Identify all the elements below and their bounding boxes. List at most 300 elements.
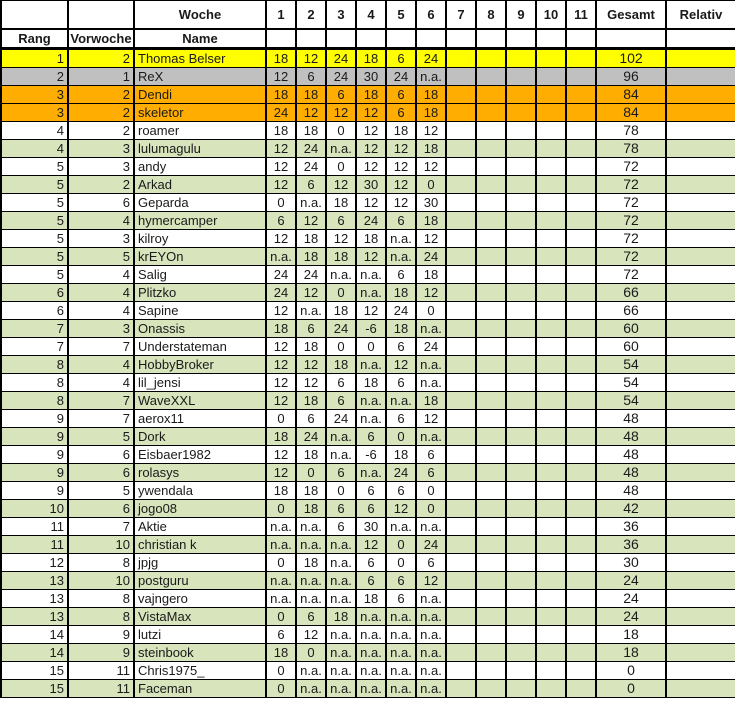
week-cell: 18 (416, 391, 446, 409)
relativ-header: Relativ (666, 1, 735, 29)
week-cell (566, 661, 596, 679)
week-cell: 0 (386, 535, 416, 553)
week-cell (566, 643, 596, 661)
week-cell: n.a. (386, 517, 416, 535)
week-cell (536, 283, 566, 301)
week-cell (566, 265, 596, 283)
week-cell: n.a. (356, 265, 386, 283)
week-cell (476, 103, 506, 121)
week-cell: n.a. (416, 517, 446, 535)
week-cell (536, 679, 566, 697)
week-cell: n.a. (296, 193, 326, 211)
week-cell: 0 (266, 661, 296, 679)
header-empty-cell (536, 29, 566, 49)
vorwoche-cell: 3 (68, 157, 134, 175)
week-cell: n.a. (356, 607, 386, 625)
week-cell: 12 (416, 283, 446, 301)
week-cell: 24 (416, 337, 446, 355)
week-cell: 12 (356, 103, 386, 121)
vorwoche-cell: 10 (68, 535, 134, 553)
name-cell: Dendi (134, 85, 266, 103)
week-cell (446, 643, 476, 661)
week-cell (506, 175, 536, 193)
week-cell (506, 103, 536, 121)
relativ-cell (666, 211, 735, 229)
rang-cell: 9 (1, 445, 68, 463)
week-cell (566, 679, 596, 697)
week-cell: 6 (266, 625, 296, 643)
name-cell: rolasys (134, 463, 266, 481)
table-row (1, 229, 735, 247)
week-cell: n.a. (416, 67, 446, 85)
week-cell (476, 373, 506, 391)
relativ-cell (666, 463, 735, 481)
table-row (1, 679, 735, 697)
relativ-cell (666, 571, 735, 589)
rang-cell: 13 (1, 607, 68, 625)
week-cell (506, 85, 536, 103)
gesamt-cell: 24 (596, 571, 666, 589)
week-cell (566, 571, 596, 589)
week-cell (446, 337, 476, 355)
week-1-header: 1 (266, 1, 296, 29)
vorwoche-cell: 4 (68, 355, 134, 373)
week-cell (536, 319, 566, 337)
week-cell (536, 157, 566, 175)
rang-cell: 11 (1, 517, 68, 535)
week-cell (566, 409, 596, 427)
week-cell: n.a. (266, 517, 296, 535)
vorwoche-cell: 11 (68, 679, 134, 697)
week-cell (536, 643, 566, 661)
week-cell: 24 (296, 265, 326, 283)
week-cell: 0 (416, 301, 446, 319)
rang-cell: 2 (1, 67, 68, 85)
header-empty-cell (476, 29, 506, 49)
week-cell: n.a. (356, 391, 386, 409)
week-cell (536, 355, 566, 373)
week-cell: 6 (386, 589, 416, 607)
week-cell: n.a. (416, 679, 446, 697)
week-cell (566, 445, 596, 463)
week-cell (446, 103, 476, 121)
week-cell (446, 535, 476, 553)
week-cell: 18 (296, 481, 326, 499)
relativ-cell (666, 553, 735, 571)
week-cell (536, 67, 566, 85)
table-row (1, 337, 735, 355)
week-cell (476, 85, 506, 103)
week-cell (446, 48, 476, 67)
week-cell (536, 571, 566, 589)
name-cell: jpjg (134, 553, 266, 571)
rang-cell: 14 (1, 643, 68, 661)
rang-cell: 13 (1, 571, 68, 589)
week-cell: 18 (416, 265, 446, 283)
week-cell (536, 553, 566, 571)
relativ-cell (666, 589, 735, 607)
week-cell (536, 48, 566, 67)
rang-cell: 5 (1, 211, 68, 229)
week-cell: n.a. (326, 445, 356, 463)
gesamt-cell: 54 (596, 373, 666, 391)
gesamt-cell: 72 (596, 265, 666, 283)
week-cell: 24 (296, 139, 326, 157)
week-cell: 12 (296, 283, 326, 301)
gesamt-cell: 54 (596, 391, 666, 409)
week-cell: 12 (416, 409, 446, 427)
relativ-cell (666, 85, 735, 103)
gesamt-cell: 60 (596, 337, 666, 355)
relativ-cell (666, 373, 735, 391)
week-cell: n.a. (326, 643, 356, 661)
week-cell: n.a. (296, 517, 326, 535)
week-cell: 24 (326, 409, 356, 427)
week-cell: 12 (266, 391, 296, 409)
name-cell: WaveXXL (134, 391, 266, 409)
table-row (1, 535, 735, 553)
week-cell: 6 (266, 211, 296, 229)
week-cell: 12 (326, 229, 356, 247)
week-cell: 18 (416, 85, 446, 103)
week-cell: 18 (266, 481, 296, 499)
week-cell: n.a. (296, 571, 326, 589)
week-cell (446, 553, 476, 571)
week-cell: 24 (266, 103, 296, 121)
week-cell (566, 301, 596, 319)
header-empty-cell (326, 29, 356, 49)
week-cell: n.a. (416, 643, 446, 661)
week-cell: n.a. (386, 643, 416, 661)
week-cell: 0 (356, 337, 386, 355)
week-cell: 0 (326, 337, 356, 355)
week-cell (536, 499, 566, 517)
rang-cell: 5 (1, 175, 68, 193)
week-cell (566, 337, 596, 355)
week-cell (446, 355, 476, 373)
week-cell (446, 391, 476, 409)
relativ-cell (666, 625, 735, 643)
week-cell: 18 (266, 121, 296, 139)
week-cell: n.a. (416, 607, 446, 625)
week-cell: 0 (266, 553, 296, 571)
gesamt-cell: 18 (596, 643, 666, 661)
vorwoche-cell: 4 (68, 301, 134, 319)
week-cell: 24 (266, 283, 296, 301)
week-cell: 6 (326, 211, 356, 229)
week-9-header: 9 (506, 1, 536, 29)
week-cell: 12 (416, 157, 446, 175)
week-cell (566, 157, 596, 175)
week-cell: 6 (326, 499, 356, 517)
vorwoche-cell: 7 (68, 391, 134, 409)
gesamt-header: Gesamt (596, 1, 666, 29)
week-cell (446, 211, 476, 229)
rang-cell: 6 (1, 301, 68, 319)
week-cell (476, 229, 506, 247)
week-cell: 18 (296, 229, 326, 247)
week-cell (506, 517, 536, 535)
week-cell (446, 571, 476, 589)
week-cell: n.a. (386, 661, 416, 679)
week-cell: 6 (386, 409, 416, 427)
table-row (1, 103, 735, 121)
week-cell: 12 (386, 499, 416, 517)
week-cell: 6 (416, 553, 446, 571)
week-8-header: 8 (476, 1, 506, 29)
week-cell (446, 409, 476, 427)
week-2-header: 2 (296, 1, 326, 29)
week-cell (476, 481, 506, 499)
week-cell: 0 (416, 175, 446, 193)
name-cell: krEYOn (134, 247, 266, 265)
vorwoche-cell: 9 (68, 625, 134, 643)
week-cell (506, 283, 536, 301)
week-cell (476, 283, 506, 301)
gesamt-cell: 84 (596, 85, 666, 103)
week-cell (566, 463, 596, 481)
name-cell: Thomas Belser (134, 48, 266, 67)
relativ-cell (666, 301, 735, 319)
week-cell (476, 589, 506, 607)
week-cell: 0 (266, 679, 296, 697)
week-cell: -6 (356, 445, 386, 463)
week-cell: n.a. (386, 391, 416, 409)
week-cell: 6 (386, 373, 416, 391)
week-cell: 6 (416, 463, 446, 481)
name-cell: Eisbaer1982 (134, 445, 266, 463)
week-cell (446, 607, 476, 625)
gesamt-cell: 36 (596, 535, 666, 553)
week-cell: 30 (356, 67, 386, 85)
week-cell (446, 373, 476, 391)
week-cell: 12 (266, 301, 296, 319)
vorwoche-cell: 10 (68, 571, 134, 589)
week-cell (566, 211, 596, 229)
week-cell (506, 373, 536, 391)
week-cell: 12 (296, 48, 326, 67)
week-cell: n.a. (296, 661, 326, 679)
gesamt-cell: 72 (596, 157, 666, 175)
week-cell: 18 (296, 121, 326, 139)
week-cell: 6 (326, 517, 356, 535)
name-cell: aerox11 (134, 409, 266, 427)
name-cell: Salig (134, 265, 266, 283)
week-cell (476, 265, 506, 283)
week-cell (476, 67, 506, 85)
week-cell (536, 301, 566, 319)
week-cell (506, 301, 536, 319)
week-cell (566, 517, 596, 535)
week-cell (476, 661, 506, 679)
gesamt-cell: 48 (596, 427, 666, 445)
week-cell: 12 (356, 535, 386, 553)
week-cell (506, 139, 536, 157)
week-cell: 12 (326, 103, 356, 121)
week-cell (566, 229, 596, 247)
rang-cell: 11 (1, 535, 68, 553)
gesamt-cell: 72 (596, 229, 666, 247)
header-row-labels (1, 29, 735, 49)
week-cell: 0 (266, 499, 296, 517)
rang-cell: 9 (1, 481, 68, 499)
week-cell (536, 409, 566, 427)
week-cell: 18 (266, 643, 296, 661)
week-cell: 12 (266, 67, 296, 85)
week-cell: 0 (266, 409, 296, 427)
rang-cell: 10 (1, 499, 68, 517)
week-cell (536, 607, 566, 625)
name-cell: Faceman (134, 679, 266, 697)
week-cell: 12 (296, 373, 326, 391)
week-cell: 12 (356, 193, 386, 211)
header-empty-cell (356, 29, 386, 49)
relativ-cell (666, 481, 735, 499)
week-11-header: 11 (566, 1, 596, 29)
vorwoche-cell: 2 (68, 121, 134, 139)
week-cell: 6 (416, 445, 446, 463)
relativ-cell (666, 193, 735, 211)
table-row (1, 193, 735, 211)
week-cell: 30 (356, 175, 386, 193)
week-cell (506, 337, 536, 355)
week-cell: n.a. (266, 247, 296, 265)
woche-header: Woche (134, 1, 266, 29)
gesamt-cell: 72 (596, 211, 666, 229)
week-cell: 18 (356, 229, 386, 247)
week-cell: n.a. (266, 535, 296, 553)
week-cell (446, 301, 476, 319)
week-cell: 0 (386, 553, 416, 571)
week-cell: 18 (326, 247, 356, 265)
name-cell: andy (134, 157, 266, 175)
week-cell (536, 85, 566, 103)
table-row (1, 643, 735, 661)
week-cell: 6 (386, 48, 416, 67)
relativ-cell (666, 661, 735, 679)
week-cell (536, 445, 566, 463)
week-cell: 24 (416, 535, 446, 553)
vorwoche-cell: 3 (68, 139, 134, 157)
rang-cell: 8 (1, 391, 68, 409)
table-row (1, 301, 735, 319)
week-cell: 12 (386, 193, 416, 211)
week-cell (476, 157, 506, 175)
week-cell: n.a. (296, 301, 326, 319)
week-cell: 18 (416, 211, 446, 229)
week-cell: n.a. (416, 373, 446, 391)
week-cell (536, 391, 566, 409)
relativ-cell (666, 139, 735, 157)
relativ-cell (666, 355, 735, 373)
week-cell: 18 (296, 391, 326, 409)
week-cell (446, 121, 476, 139)
gesamt-cell: 84 (596, 103, 666, 121)
week-cell (536, 373, 566, 391)
week-cell: 6 (296, 607, 326, 625)
gesamt-cell: 48 (596, 409, 666, 427)
vorwoche-cell: 4 (68, 265, 134, 283)
week-cell (506, 355, 536, 373)
week-cell (566, 589, 596, 607)
header-empty-cell (296, 29, 326, 49)
week-cell: n.a. (416, 355, 446, 373)
vorwoche-cell: 4 (68, 283, 134, 301)
header-empty-cell (666, 29, 735, 49)
week-cell: 24 (326, 67, 356, 85)
table-row (1, 67, 735, 85)
week-cell: 18 (356, 48, 386, 67)
rang-cell: 5 (1, 265, 68, 283)
rang-cell: 12 (1, 553, 68, 571)
week-cell (446, 283, 476, 301)
name-cell: lil_jensi (134, 373, 266, 391)
gesamt-cell: 66 (596, 301, 666, 319)
week-cell: n.a. (326, 553, 356, 571)
gesamt-cell: 48 (596, 463, 666, 481)
week-cell: 18 (386, 121, 416, 139)
week-cell: 24 (356, 211, 386, 229)
week-cell (566, 121, 596, 139)
week-cell: n.a. (326, 679, 356, 697)
week-cell: 0 (326, 481, 356, 499)
table-row (1, 409, 735, 427)
week-cell (506, 48, 536, 67)
name-cell: skeletor (134, 103, 266, 121)
relativ-cell (666, 445, 735, 463)
rang-cell: 15 (1, 679, 68, 697)
week-cell: 18 (296, 337, 326, 355)
relativ-cell (666, 607, 735, 625)
week-cell (536, 535, 566, 553)
week-cell: 18 (296, 85, 326, 103)
week-cell: 0 (326, 121, 356, 139)
week-cell (446, 265, 476, 283)
week-cell: n.a. (386, 607, 416, 625)
table-row (1, 85, 735, 103)
header-empty-cell (506, 29, 536, 49)
week-cell (446, 85, 476, 103)
week-cell (476, 301, 506, 319)
week-cell: n.a. (356, 283, 386, 301)
vorwoche-cell: 5 (68, 481, 134, 499)
week-cell: n.a. (326, 535, 356, 553)
name-cell: Understateman (134, 337, 266, 355)
relativ-cell (666, 535, 735, 553)
week-cell: 18 (356, 589, 386, 607)
relativ-cell (666, 229, 735, 247)
week-cell (476, 211, 506, 229)
name-cell: kilroy (134, 229, 266, 247)
week-cell (506, 607, 536, 625)
table-row (1, 481, 735, 499)
gesamt-cell: 78 (596, 121, 666, 139)
week-cell: 12 (416, 571, 446, 589)
name-cell: ywendala (134, 481, 266, 499)
vorwoche-cell: 2 (68, 175, 134, 193)
week-cell: n.a. (326, 571, 356, 589)
table-row (1, 139, 735, 157)
week-cell (506, 463, 536, 481)
name-cell: Geparda (134, 193, 266, 211)
table-row (1, 121, 735, 139)
week-cell (506, 229, 536, 247)
name-cell: VistaMax (134, 607, 266, 625)
week-cell: 18 (296, 247, 326, 265)
week-cell (446, 679, 476, 697)
gesamt-cell: 60 (596, 319, 666, 337)
week-cell: n.a. (416, 625, 446, 643)
